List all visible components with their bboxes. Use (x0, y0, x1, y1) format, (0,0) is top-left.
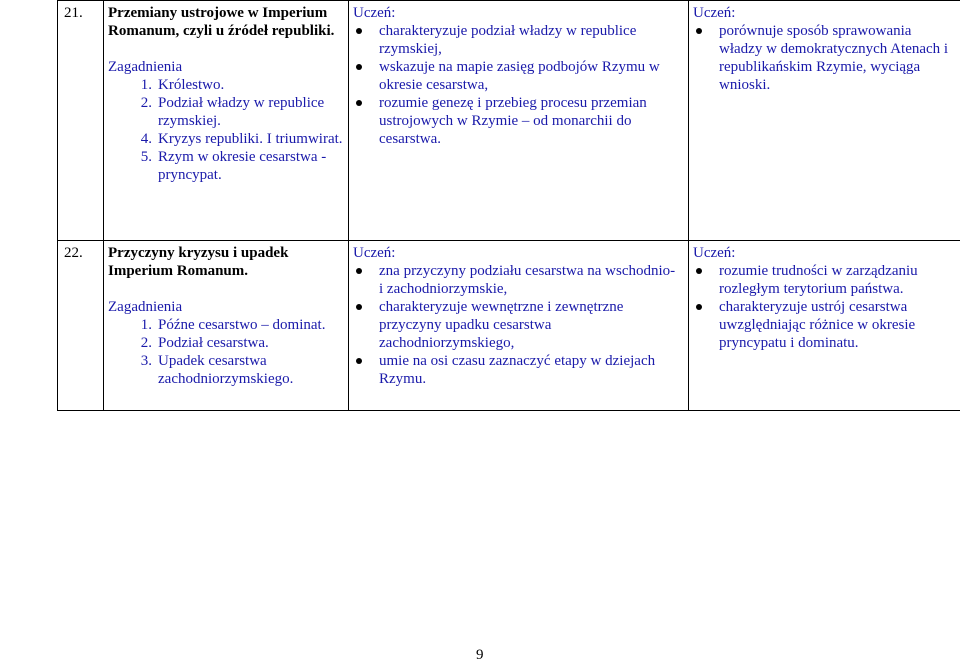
topic-item (126, 148, 343, 184)
topic-item (126, 352, 343, 388)
topic-text: Królestwo. (158, 76, 343, 94)
extended-requirements-cell (689, 1, 960, 241)
zagadnienia-label: Zagadnienia (108, 58, 343, 76)
topic-item (126, 76, 343, 94)
topic-number: 4. (126, 130, 158, 148)
table-row (58, 1, 960, 241)
requirements-list (693, 22, 955, 94)
requirement-item: charakteryzuje ustrój cesarstwa uwzględniając różnice w okresie pryncypatu i dominatu. (693, 298, 955, 352)
requirements-list (693, 262, 955, 352)
basic-requirements-cell (349, 241, 689, 411)
topic-number: 1. (126, 316, 158, 334)
topic-list (108, 316, 343, 388)
topic-text: Podział cesarstwa. (158, 334, 343, 352)
basic-requirements-cell (349, 1, 689, 241)
curriculum-table (57, 0, 960, 411)
topic-text: Rzym w okresie cesarstwa - pryncypat. (158, 148, 343, 184)
topic-text: Upadek cesarstwa zachodniorzymskiego. (158, 352, 343, 388)
student-label: Uczeń: (353, 244, 683, 262)
requirement-item: wskazuje na mapie zasięg podbojów Rzymu w okresie cesarstwa, (353, 58, 683, 94)
student-label: Uczeń: (693, 4, 955, 22)
lesson-title: Przemiany ustrojowe w Imperium Romanum, czyli u źródeł republiki. (108, 4, 343, 40)
topic-number: 5. (126, 148, 158, 184)
topic-text: Późne cesarstwo – dominat. (158, 316, 343, 334)
student-label: Uczeń: (693, 244, 955, 262)
requirement-item: umie na osi czasu zaznaczyć etapy w dziejach Rzymu. (353, 352, 683, 388)
requirements-list (353, 22, 683, 148)
topic-list (108, 76, 343, 184)
topic-number: 2. (126, 334, 158, 352)
student-label: Uczeń: (353, 4, 683, 22)
lesson-topic-cell (104, 1, 349, 241)
topic-item (126, 316, 343, 334)
topic-text: Podział władzy w republice rzymskiej. (158, 94, 343, 130)
topic-number: 2. (126, 94, 158, 130)
topic-item (126, 130, 343, 148)
topic-item (126, 94, 343, 130)
requirement-item: rozumie genezę i przebieg procesu przemian ustrojowych w Rzymie – od monarchii do cesarstwa. (353, 94, 683, 148)
topic-text: Kryzys republiki. I triumwirat. (158, 130, 343, 148)
requirement-item: rozumie trudności w zarządzaniu rozległym terytorium państwa. (693, 262, 955, 298)
requirement-item: charakteryzuje wewnętrzne i zewnętrzne przyczyny upadku cesarstwa zachodniorzymskiego, (353, 298, 683, 352)
lesson-topic-cell (104, 241, 349, 411)
lesson-number: 22. (58, 241, 104, 411)
requirements-list (353, 262, 683, 388)
lesson-number: 21. (58, 1, 104, 241)
table-row (58, 241, 960, 411)
extended-requirements-cell (689, 241, 960, 411)
requirement-item: zna przyczyny podziału cesarstwa na wschodnio- i zachodniorzymskie, (353, 262, 683, 298)
zagadnienia-label: Zagadnienia (108, 298, 343, 316)
requirement-item: porównuje sposób sprawowania władzy w demokratycznych Atenach i republikańskim Rzymie, wyciąga wnioski. (693, 22, 955, 94)
lesson-title: Przyczyny kryzysu i upadek Imperium Romanum. (108, 244, 343, 280)
topic-number: 1. (126, 76, 158, 94)
topic-item (126, 334, 343, 352)
page-number: 9 (476, 646, 484, 664)
requirement-item: charakteryzuje podział władzy w republice rzymskiej, (353, 22, 683, 58)
topic-number: 3. (126, 352, 158, 388)
curriculum-table-body (58, 1, 960, 411)
